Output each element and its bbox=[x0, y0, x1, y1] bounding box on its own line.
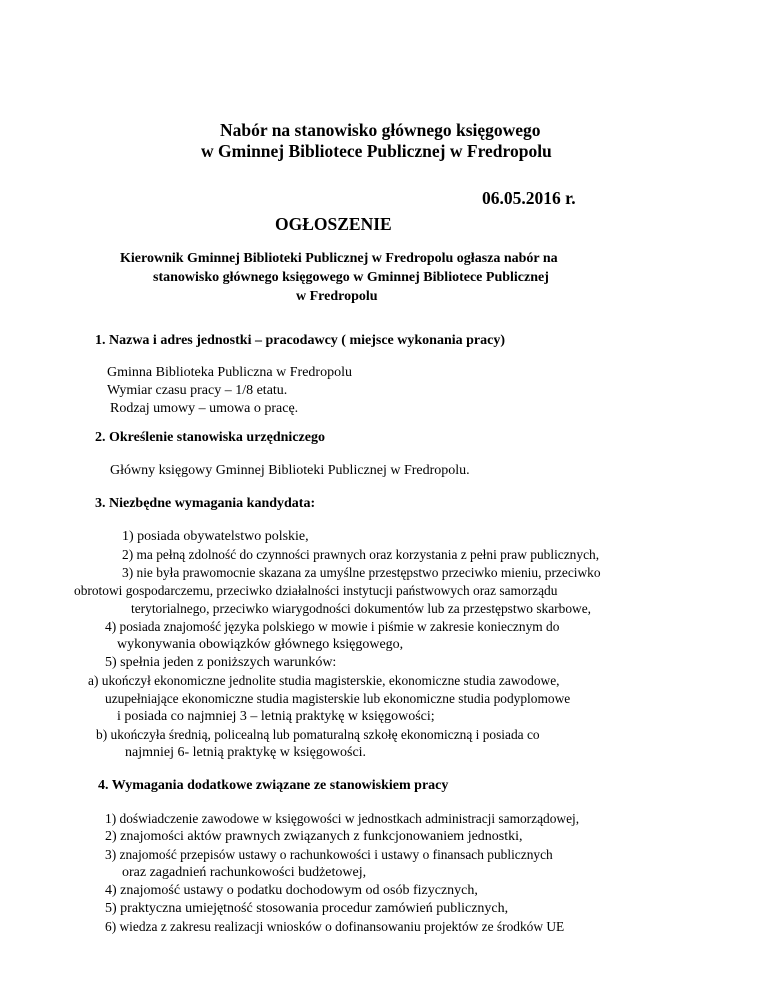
section-2-heading: 2. Określenie stanowiska urzędniczego bbox=[95, 430, 325, 445]
section-1-line: Wymiar czasu pracy – 1/8 etatu. bbox=[107, 383, 288, 398]
document-date: 06.05.2016 r. bbox=[482, 188, 576, 208]
additional-requirement-line: 3) znajomość przepisów ustawy o rachunkowości i ustawy o finansach publicznych bbox=[105, 847, 553, 862]
requirement-line: 4) posiada znajomość języka polskiego w mowie i piśmie w zakresie koniecznym do bbox=[105, 619, 560, 634]
section-4-heading: 4. Wymagania dodatkowe związane ze stanowiskiem pracy bbox=[98, 778, 449, 793]
section-1-line: Rodzaj umowy – umowa o pracę. bbox=[110, 401, 299, 416]
section-1-line: Gminna Biblioteka Publiczna w Fredropolu bbox=[107, 365, 352, 380]
title-line-2: w Gminnej Bibliotece Publicznej w Fredropolu bbox=[201, 141, 552, 161]
additional-requirement-line: 1) doświadczenie zawodowe w księgowości w jednostkach administracji samorządowej, bbox=[105, 811, 580, 826]
additional-requirement-line: 4) znajomość ustawy o podatku dochodowym od osób fizycznych, bbox=[105, 883, 478, 898]
requirement-line: uzupełniające ekonomiczne studia magisterskie lub ekonomiczne studia podyplomowe bbox=[105, 691, 571, 706]
requirement-line: i posiada co najmniej 3 – letnią praktykę w księgowości; bbox=[117, 709, 435, 724]
title-line-1: Nabór na stanowisko głównego księgowego bbox=[220, 120, 541, 140]
section-1-heading: 1. Nazwa i adres jednostki – pracodawcy ( miejsce wykonania pracy) bbox=[95, 333, 505, 348]
requirement-line: terytorialnego, przeciwko wiarygodności dokumentów lub za przestępstwo skarbowe, bbox=[131, 601, 591, 616]
requirement-line: a) ukończył ekonomiczne jednolite studia magisterskie, ekonomiczne studia zawodowe, bbox=[88, 673, 560, 688]
intro-line-2: stanowisko głównego księgowego w Gminnej Bibliotece Publicznej bbox=[153, 270, 549, 285]
additional-requirement-line: oraz zagadnień rachunkowości budżetowej, bbox=[122, 865, 367, 880]
requirement-line: najmniej 6- letnią praktykę w księgowości. bbox=[125, 745, 367, 760]
requirement-line: 3) nie była prawomocnie skazana za umyślne przestępstwo przeciwko mieniu, przeciwko bbox=[122, 565, 601, 580]
intro-line-3: w Fredropolu bbox=[296, 289, 378, 304]
additional-requirement-line: 2) znajomości aktów prawnych związanych z funkcjonowaniem jednostki, bbox=[105, 829, 523, 844]
section-2-line: Główny księgowy Gminnej Biblioteki Publicznej w Fredropolu. bbox=[110, 463, 470, 478]
requirement-line: wykonywania obowiązków głównego księgowego, bbox=[117, 637, 404, 652]
requirement-line: 5) spełnia jeden z poniższych warunków: bbox=[105, 655, 337, 670]
heading-ogloszenie: OGŁOSZENIE bbox=[275, 214, 392, 234]
requirement-line: 1) posiada obywatelstwo polskie, bbox=[122, 529, 309, 544]
requirement-line: obrotowi gospodarczemu, przeciwko działalności instytucji państwowych oraz samorządu bbox=[74, 583, 558, 598]
intro-line-1: Kierownik Gminnej Biblioteki Publicznej w Fredropolu ogłasza nabór na bbox=[120, 251, 558, 266]
additional-requirement-line: 5) praktyczna umiejętność stosowania procedur zamówień publicznych, bbox=[105, 901, 509, 916]
section-3-heading: 3. Niezbędne wymagania kandydata: bbox=[95, 496, 316, 511]
additional-requirement-line: 6) wiedza z zakresu realizacji wniosków o dofinansowaniu projektów ze środków UE bbox=[105, 919, 565, 934]
requirement-line: b) ukończyła średnią, policealną lub pomaturalną szkołę ekonomiczną i posiada co bbox=[96, 727, 540, 742]
requirement-line: 2) ma pełną zdolność do czynności prawnych oraz korzystania z pełni praw publicznych, bbox=[122, 547, 600, 562]
